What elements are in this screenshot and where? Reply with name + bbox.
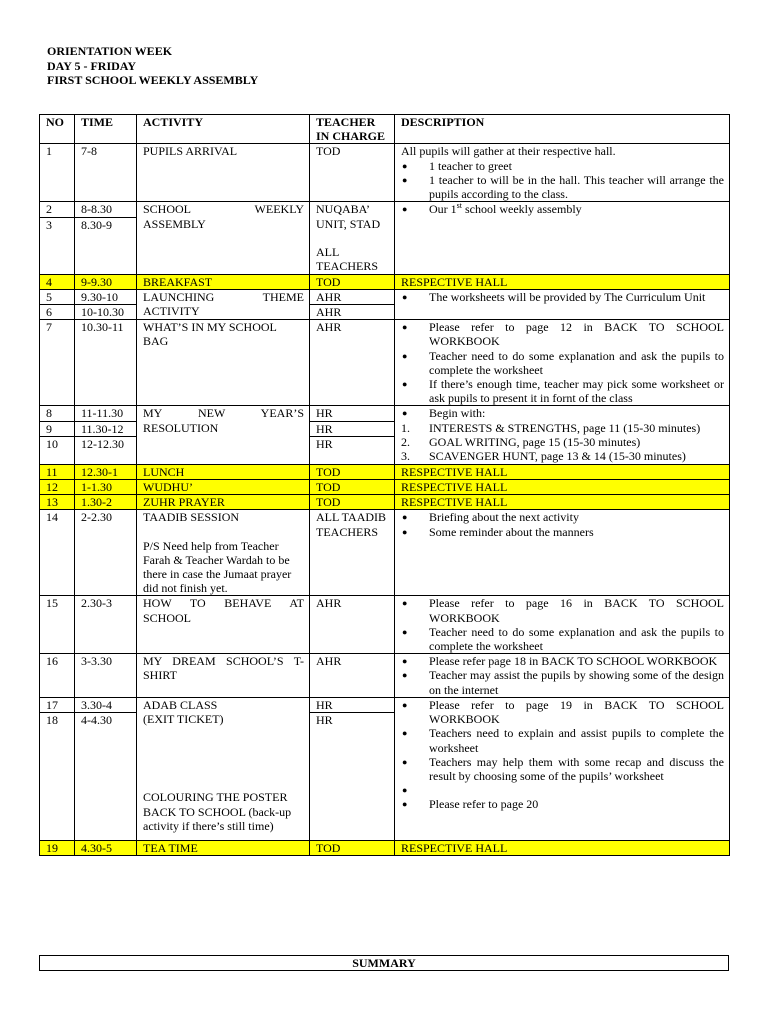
table-row [40,654,730,698]
bullet-item: ● Teacher need to do some explanation and ask the pupils to complete the worksheet [401,625,724,653]
activity-text: (EXIT TICKET) [143,712,224,727]
row-no: 3 [40,217,75,274]
row-description [395,697,730,840]
row-no: 6 [40,305,75,320]
bullet-item: ● Briefing about the next activity [401,510,724,524]
row-no: 8 [40,406,75,421]
col-header-time: TIME [75,115,137,144]
activity-note: P/S Need help from Teacher Farah & Teacher Wardah to be there in case the Jumaat prayer did not finish yet. [143,538,292,596]
row-teacher: TOD [310,480,395,495]
row-activity: HOW TO BEHAVE AT SCHOOL [137,596,310,654]
table-row [40,320,730,406]
row-no: 18 [40,713,75,841]
row-teacher: TOD [310,841,395,856]
row-no: 17 [40,697,75,712]
row-teacher: HR [310,697,395,712]
bullet-item: ● Please refer to page 12 in BACK TO SCHOOL WORKBOOK [401,320,724,348]
row-time: 12-12.30 [75,436,137,464]
row-description [395,320,730,406]
row-time: 3.30-4 [75,697,137,712]
row-description: RESPECTIVE HALL [395,274,730,289]
row-no: 1 [40,144,75,202]
row-description: RESPECTIVE HALL [395,495,730,510]
row-time: 10.30-11 [75,320,137,406]
numbered-item: 2. GOAL WRITING, page 15 (15-30 minutes) [401,434,641,449]
table-row-highlighted [40,274,730,289]
bullet-item: ● Begin with: [401,406,724,420]
row-time: 12.30-1 [75,464,137,479]
row-teacher [310,202,395,274]
row-time: 10-10.30 [75,305,137,320]
row-teacher: AHR [310,305,395,320]
row-time: 11.30-12 [75,421,137,436]
row-no: 12 [40,480,75,495]
row-no: 7 [40,320,75,406]
row-activity: WHAT’S IN MY SCHOOL BAG [137,320,310,406]
row-teacher: HR [310,406,395,421]
row-activity: TEA TIME [137,841,310,856]
activity-text: COLOURING THE POSTER BACK TO SCHOOL (back-up activity if there’s still time) [143,790,292,833]
row-time: 9-9.30 [75,274,137,289]
row-teacher: TOD [310,144,395,202]
row-time: 9.30-10 [75,289,137,304]
bullet-item: ● Please refer to page 19 in BACK TO SCHOOL WORKBOOK [401,698,724,726]
col-header-teacher: TEACHER IN CHARGE [310,115,395,144]
row-description: RESPECTIVE HALL [395,480,730,495]
row-teacher: AHR [310,596,395,654]
row-time: 2.30-3 [75,596,137,654]
table-row-highlighted [40,480,730,495]
row-no: 11 [40,464,75,479]
row-no: 14 [40,510,75,596]
table-row [40,289,730,304]
row-description: RESPECTIVE HALL [395,841,730,856]
bullet-item: ● Teacher need to do some explanation and ask the pupils to complete the worksheet [401,349,724,377]
numbered-item: 3. SCAVENGER HUNT, page 13 & 14 (15-30 minutes) [401,449,686,464]
table-row [40,406,730,421]
row-teacher: TOD [310,464,395,479]
bullet-item: ● Please refer to page 20 [401,797,724,811]
row-activity: ZUHR PRAYER [137,495,310,510]
summary-heading: SUMMARY [39,955,729,971]
row-time: 8.30-9 [75,217,137,274]
row-no: 19 [40,841,75,856]
bullet-item: ● The worksheets will be provided by The Curriculum Unit [401,290,724,304]
row-activity: MY NEW YEAR’S RESOLUTION [137,406,310,464]
teacher-text: NUQABA’ UNIT, STAD [316,202,381,231]
bullet-item: ● 1 teacher to greet [401,159,724,173]
row-teacher: AHR [310,654,395,698]
table-row [40,697,730,712]
bullet-item: ● Please refer page 18 in BACK TO SCHOOL WORKBOOK [401,654,724,668]
bullet-item: ● Teachers may help them with some recap and discuss the result by choosing some of the pupils’ worksheet [401,755,724,783]
bullet-item: ● Some reminder about the manners [401,525,724,539]
col-header-no: NO [40,115,75,144]
table-row [40,144,730,202]
row-no: 16 [40,654,75,698]
table-row [40,202,730,217]
col-header-activity: ACTIVITY [137,115,310,144]
row-time: 11-11.30 [75,406,137,421]
row-teacher: AHR [310,289,395,304]
row-activity: BREAKFAST [137,274,310,289]
row-time: 3-3.30 [75,654,137,698]
header-day: DAY 5 - FRIDAY [47,58,137,73]
row-no: 4 [40,274,75,289]
row-description [395,510,730,596]
row-no: 9 [40,421,75,436]
table-row [40,596,730,654]
row-time: 8-8.30 [75,202,137,217]
header-subtitle: FIRST SCHOOL WEEKLY ASSEMBLY [47,73,259,87]
bullet-item: ● Teacher may assist the pupils by showing some of the design on the internet [401,668,724,696]
row-time: 1.30-2 [75,495,137,510]
bullet-item: ● Please refer to page 16 in BACK TO SCHOOL WORKBOOK [401,596,724,624]
row-activity [137,697,310,840]
row-description: RESPECTIVE HALL [395,464,730,479]
row-time: 2-2.30 [75,510,137,596]
row-time: 4.30-5 [75,841,137,856]
row-time: 4-4.30 [75,713,137,841]
row-activity: MY DREAM SCHOOL’S T-SHIRT [137,654,310,698]
row-time: 1-1.30 [75,480,137,495]
activity-text: ADAB CLASS [143,697,218,712]
row-no: 5 [40,289,75,304]
bullet-item: ● 1 teacher to will be in the hall. This teacher will arrange the pupils according to the class. [401,173,724,201]
row-teacher: HR [310,436,395,464]
bullet-item: ● Teachers need to explain and assist pupils to complete the worksheet [401,726,724,754]
col-header-description: DESCRIPTION [395,115,730,144]
row-teacher: HR [310,713,395,841]
header-title: ORIENTATION WEEK [47,44,173,58]
row-description [395,289,730,319]
row-activity: WUDHU’ [137,480,310,495]
row-activity: SCHOOL WEEKLY ASSEMBLY [137,202,310,274]
row-activity: LAUNCHING THEME ACTIVITY [137,289,310,319]
description-text: All pupils will gather at their respective hall. [401,144,616,159]
row-teacher: ALL TAADIB TEACHERS [310,510,395,596]
row-no: 15 [40,596,75,654]
row-description [395,654,730,698]
row-description [395,596,730,654]
table-row-highlighted [40,841,730,856]
bullet-item: ● Our 1st school weekly assembly [401,202,724,216]
row-time: 7-8 [75,144,137,202]
document-header [47,44,258,88]
table-row-highlighted [40,495,730,510]
schedule-table [39,114,730,856]
activity-text: TAADIB SESSION [143,510,240,525]
row-no: 13 [40,495,75,510]
row-no: 2 [40,202,75,217]
row-activity [137,510,310,596]
bullet-item: ● If there’s enough time, teacher may pick some worksheet or ask pupils to present it in fornt of the class [401,377,724,405]
table-header-row [40,115,730,144]
numbered-item: 1. INTERESTS & STRENGTHS, page 11 (15-30 minutes) [401,420,701,435]
row-description [395,144,730,202]
row-activity: LUNCH [137,464,310,479]
table-row-highlighted [40,464,730,479]
table-row [40,510,730,596]
row-activity: PUPILS ARRIVAL [137,144,310,202]
row-description [395,406,730,464]
row-teacher: AHR [310,320,395,406]
row-teacher: TOD [310,495,395,510]
row-teacher: HR [310,421,395,436]
teacher-text: ALL TEACHERS [316,244,379,274]
row-description [395,202,730,274]
row-teacher: TOD [310,274,395,289]
row-no: 10 [40,436,75,464]
